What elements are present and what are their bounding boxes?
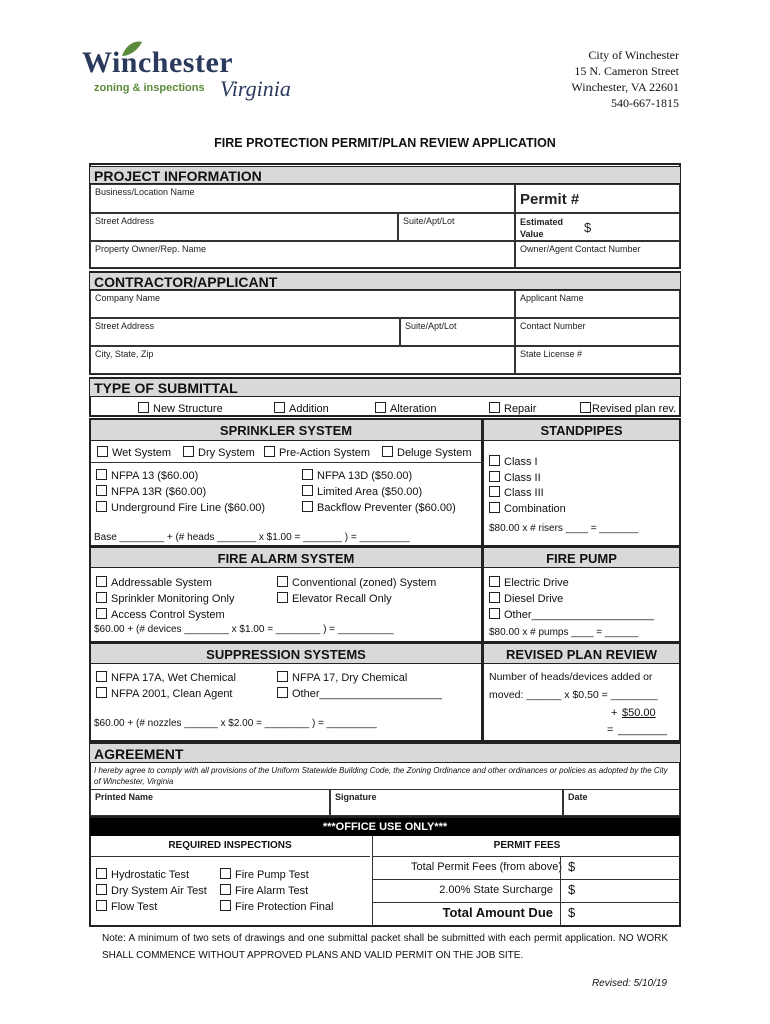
street-address-field[interactable]: Street Address (90, 213, 398, 241)
agreement-heading: AGREEMENT (89, 743, 681, 763)
date-field[interactable]: Date (563, 789, 680, 816)
suppression-heading: SUPPRESSION SYSTEMS (90, 643, 482, 664)
revised-total: ________ (618, 724, 667, 736)
total-fees-dollar[interactable]: $ (568, 859, 576, 874)
standpipes-heading: STANDPIPES (483, 419, 680, 441)
revised-heading: REVISED PLAN REVIEW (483, 643, 680, 664)
checkbox-nfpa-17[interactable]: NFPA 17, Dry Chemical (277, 671, 407, 684)
logo-state: Virginia (220, 76, 291, 101)
permit-label: Permit # (520, 191, 580, 208)
contractor-heading: CONTRACTOR/APPLICANT (89, 272, 681, 290)
fees-row-2 (373, 879, 680, 903)
sprinkler-type-divider (90, 462, 482, 463)
applicant-name-field[interactable]: Applicant Name (515, 290, 680, 318)
state-license-field[interactable]: State License # (515, 346, 680, 374)
checkbox-class-1[interactable]: Class I (489, 455, 538, 468)
checkbox-wet-system[interactable]: Wet System (97, 446, 171, 459)
form-title: FIRE PROTECTION PERMIT/PLAN REVIEW APPLICATION (214, 136, 556, 150)
submittal-heading: TYPE OF SUBMITTAL (89, 378, 681, 397)
fees-heading: PERMIT FEES (372, 836, 681, 857)
checkbox-suppression-other[interactable]: Other____________________ (277, 687, 442, 700)
city-state-zip: Winchester, VA 22601 (571, 80, 679, 94)
logo-title: Winchester (82, 46, 234, 79)
dollar-sign: $ (584, 220, 592, 235)
estimated-value-label: Estimated Value (520, 217, 564, 239)
street: 15 N. Cameron Street (574, 64, 679, 78)
checkbox-nfpa-13d[interactable]: NFPA 13D ($50.00) (302, 469, 412, 482)
owner-field[interactable]: Property Owner/Rep. Name (90, 241, 515, 268)
checkbox-flow-test[interactable]: Flow Test (96, 900, 157, 913)
checkbox-sprinkler-monitoring[interactable]: Sprinkler Monitoring Only (96, 592, 235, 605)
pump-heading: FIRE PUMP (483, 547, 680, 568)
project-heading: PROJECT INFORMATION (89, 166, 681, 184)
checkbox-pre-action[interactable]: Pre-Action System (264, 446, 370, 459)
sprinkler-heading: SPRINKLER SYSTEM (90, 419, 482, 441)
revised-plus: + (611, 707, 618, 719)
contact-number-field[interactable]: Contact Number (515, 318, 680, 346)
alarm-formula: $60.00 + (# devices ________ x $1.00 = ________ ) = __________ (94, 624, 394, 635)
logo (82, 40, 312, 110)
checkbox-new-structure[interactable]: New Structure (138, 402, 223, 415)
business-name-field[interactable]: Business/Location Name (90, 184, 515, 213)
checkbox-diesel-drive[interactable]: Diesel Drive (489, 592, 563, 605)
checkbox-elevator-recall[interactable]: Elevator Recall Only (277, 592, 392, 605)
checkbox-combination[interactable]: Combination (489, 502, 566, 515)
revised-line-2: moved: ______ x $0.50 = ________ (489, 689, 658, 701)
office-heading: ***OFFICE USE ONLY*** (90, 818, 680, 836)
checkbox-underground[interactable]: Underground Fire Line ($60.00) (96, 501, 265, 514)
inspections-heading: REQUIRED INSPECTIONS (90, 836, 370, 857)
checkbox-access-control[interactable]: Access Control System (96, 608, 225, 621)
owner-contact-field[interactable]: Owner/Agent Contact Number (515, 241, 680, 268)
checkbox-class-3[interactable]: Class III (489, 486, 544, 499)
checkbox-conventional[interactable]: Conventional (zoned) System (277, 576, 436, 589)
checkbox-revised-plan[interactable]: Revised plan rev. (580, 402, 676, 415)
logo-subtitle: zoning & inspections (94, 82, 205, 94)
alarm-heading: FIRE ALARM SYSTEM (90, 547, 482, 568)
checkbox-deluge[interactable]: Deluge System (382, 446, 472, 459)
checkbox-pump-test[interactable]: Fire Pump Test (220, 868, 309, 881)
permit-number (515, 184, 680, 213)
address-block (571, 47, 679, 111)
fees-row-1 (373, 856, 680, 880)
city-name: City of Winchester (588, 48, 679, 62)
estimated-value-field[interactable] (515, 213, 680, 241)
checkbox-electric-drive[interactable]: Electric Drive (489, 576, 569, 589)
company-name-field[interactable]: Company Name (90, 290, 515, 318)
checkbox-alarm-test[interactable]: Fire Alarm Test (220, 884, 308, 897)
checkbox-repair[interactable]: Repair (489, 402, 536, 415)
signature-field[interactable]: Signature (330, 789, 563, 816)
checkbox-class-2[interactable]: Class II (489, 471, 541, 484)
checkbox-alteration[interactable]: Alteration (375, 402, 436, 415)
checkbox-pump-other[interactable]: Other____________________ (489, 608, 654, 621)
sprinkler-formula: Base ________ + (# heads _______ x $1.00 = _______ ) = _________ (94, 532, 410, 543)
checkbox-addition[interactable]: Addition (274, 402, 329, 415)
revised-equals: = (607, 724, 614, 736)
suite-field[interactable]: Suite/Apt/Lot (398, 213, 515, 241)
revised-date: Revised: 5/10/19 (591, 978, 667, 989)
checkbox-backflow[interactable]: Backflow Preventer ($60.00) (302, 501, 456, 514)
suppression-formula: $60.00 + (# nozzles ______ x $2.00 = ________ ) = _________ (94, 718, 377, 729)
checkbox-hydrostatic[interactable]: Hydrostatic Test (96, 868, 189, 881)
checkbox-nfpa-13[interactable]: NFPA 13 ($60.00) (96, 469, 198, 482)
total-fees-label: Total Permit Fees (from above) (411, 861, 562, 873)
checkbox-nfpa-13r[interactable]: NFPA 13R ($60.00) (96, 485, 206, 498)
checkbox-dry-air-test[interactable]: Dry System Air Test (96, 884, 207, 897)
phone: 540-667-1815 (611, 96, 679, 110)
printed-name-field[interactable]: Printed Name (90, 789, 330, 816)
agreement-text: I hereby agree to comply with all provisions of the Uniform Statewide Building Code, the Zoning Ordinance and other ordinances or policies as adopted by the City of Winchester, Virginia (94, 766, 668, 786)
checkbox-nfpa-17a[interactable]: NFPA 17A, Wet Chemical (96, 671, 236, 684)
checkbox-limited-area[interactable]: Limited Area ($50.00) (302, 485, 422, 498)
checkbox-addressable[interactable]: Addressable System (96, 576, 212, 589)
contractor-suite-field[interactable]: Suite/Apt/Lot (400, 318, 515, 346)
revised-line-1: Number of heads/devices added or (489, 671, 653, 683)
revised-fee: $50.00 (622, 707, 656, 719)
checkbox-nfpa-2001[interactable]: NFPA 2001, Clean Agent (96, 687, 233, 700)
checkbox-dry-system[interactable]: Dry System (183, 446, 255, 459)
total-due-dollar[interactable]: $ (568, 905, 576, 920)
city-state-zip-field[interactable]: City, State, Zip (90, 346, 515, 374)
surcharge-label: 2.00% State Surcharge (439, 884, 553, 896)
contractor-street-field[interactable]: Street Address (90, 318, 400, 346)
surcharge-dollar[interactable]: $ (568, 882, 576, 897)
note: Note: A minimum of two sets of drawings and one submittal packet shall be submitted with each permit application. NO WORK SHALL COMMENCE WITHOUT APPROVED PLANS AND VALID PERMIT ON THE JOB SITE. (102, 933, 668, 961)
fees-row-3 (373, 902, 680, 926)
standpipes-formula: $80.00 x # risers ____ = _______ (489, 523, 639, 534)
total-due-label: Total Amount Due (442, 905, 553, 920)
pump-formula: $80.00 x # pumps ____ = ______ (489, 627, 639, 638)
checkbox-fp-final[interactable]: Fire Protection Final (220, 900, 333, 913)
